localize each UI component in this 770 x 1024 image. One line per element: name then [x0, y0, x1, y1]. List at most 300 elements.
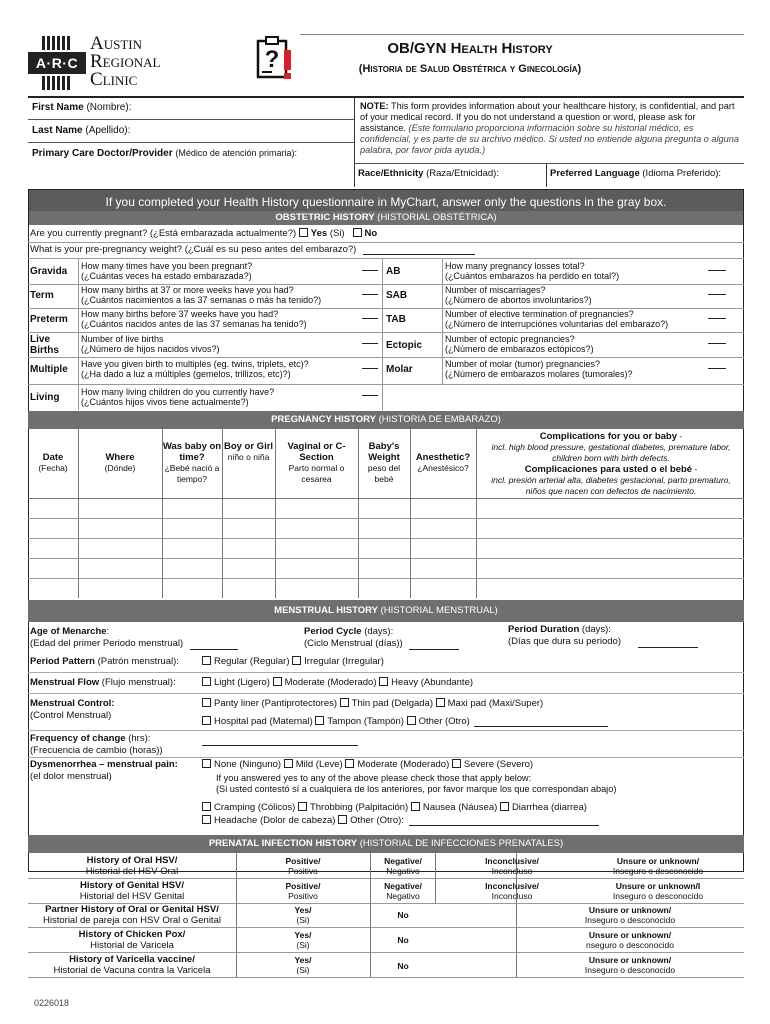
race-field[interactable] — [358, 168, 499, 179]
chicken-pox-unsure-es: nseguro o desconocido — [586, 940, 674, 950]
svg-text:?: ? — [264, 46, 280, 73]
live-births-input[interactable] — [362, 343, 378, 344]
period-cycle-field — [304, 626, 459, 650]
race-label: Race/Ethnicity — [358, 168, 424, 179]
control-maxi-option[interactable] — [436, 698, 544, 709]
tab-q-es: (¿Número de interrupciónes voluntarias del embarazo?) — [445, 319, 669, 329]
varicella-vaccine-unsure-label: Unsure or unknown/ — [588, 955, 672, 965]
gravida-input[interactable] — [362, 270, 378, 271]
pattern-label: Period Pattern — [30, 656, 95, 667]
oral-hsv-title: History of Oral HSV/ — [86, 855, 178, 866]
ectopic-question — [445, 334, 707, 354]
genital-hsv-positive[interactable] — [268, 881, 338, 901]
pregnancy-title: PREGNANCY HISTORY — [271, 414, 376, 425]
oral-hsv-unsure[interactable] — [598, 856, 718, 876]
col-anesthetic-s: ¿Anestésico? — [417, 463, 469, 473]
dys-es: (el dolor menstrual) — [30, 771, 112, 782]
ectopic-label: Ectopic — [386, 340, 423, 351]
term-input[interactable] — [362, 294, 378, 295]
dys-none-checkbox[interactable] — [202, 759, 211, 768]
dys-severe-label: Severe (Severo) — [463, 759, 534, 770]
control-thin-label: Thin pad (Delgada) — [351, 698, 433, 709]
page-title: OB/GYN Health History — [387, 40, 553, 57]
varicella-vaccine-yes-label: Yes/ — [294, 955, 312, 965]
col-weight — [360, 441, 408, 485]
control-hospital-checkbox[interactable] — [202, 716, 211, 725]
control-hospital-option[interactable] — [202, 716, 313, 727]
genital-hsv-negative-es: Negativo — [386, 891, 420, 901]
ectopic-q-es: (¿Número de embarazos ectópicos?) — [445, 344, 594, 354]
control-es: (Control Menstrual) — [30, 710, 112, 721]
menstrual-flow-options — [202, 677, 473, 688]
pregnancy-history-header — [28, 411, 744, 429]
cycle-unit: (days): — [364, 626, 394, 637]
flow-light-label: Light (Ligero) — [214, 677, 270, 688]
living-q-es: (¿Cuántos hijos vivos tiene actualmente?) — [81, 397, 249, 407]
pregnant-yes-option[interactable] — [299, 228, 345, 239]
preterm-question — [81, 309, 361, 329]
genital-hsv-negative-label: Negative/ — [384, 881, 422, 891]
menarche-es: (Edad del primer Periodo menstrual) — [30, 638, 184, 649]
freq-es: (Frecuencia de cambio (horas)) — [30, 745, 163, 756]
sym-other-label: Other (Otro): — [350, 815, 404, 826]
mens-rule-1 — [28, 672, 744, 673]
varicella-vaccine-yes[interactable] — [268, 955, 338, 975]
logo-line-3: Clinic — [90, 69, 138, 90]
control-label: Menstrual Control: — [30, 698, 115, 709]
cycle-input[interactable] — [409, 649, 459, 650]
pcp-field[interactable] — [32, 148, 350, 159]
ab-q-es: (¿Cuántos embarazos ha perdido en total?) — [445, 271, 620, 281]
flow-moderate-option[interactable] — [273, 677, 377, 688]
col-date-h: Date — [42, 452, 64, 463]
genital-hsv-inconclusive-label: Inconclusive/ — [485, 881, 539, 891]
frequency-label — [30, 733, 163, 757]
pren-row-line-1 — [28, 878, 744, 879]
mens-rule-2 — [28, 693, 744, 694]
partner-hsv-unsure-es: Inseguro o desconocido — [584, 915, 676, 925]
prenatal-title-es: (HISTORIAL DE INFECCIONES PRENATALES) — [359, 838, 564, 849]
arc-logo — [28, 33, 178, 90]
sym-other-input[interactable] — [409, 825, 599, 826]
control-other-label: Other (Otro) — [418, 716, 470, 727]
menarche-label: Age of Menarche — [30, 626, 107, 637]
oral-hsv-title-es: Historial del HSV Oral — [85, 866, 179, 877]
first-name-field[interactable] — [32, 102, 350, 113]
dysmenorrhea-options — [202, 759, 533, 770]
col-on-time-s: ¿Bebé nació a tiempo? — [164, 463, 220, 484]
pattern-regular-checkbox[interactable] — [202, 656, 211, 665]
form-code: 0226018 — [34, 998, 70, 1008]
oral-hsv-positive[interactable] — [268, 856, 338, 876]
sab-label: SAB — [386, 290, 408, 301]
varicella-vaccine-title: History of Varicella vaccine/ — [69, 954, 195, 965]
obs-rule-2 — [28, 258, 744, 259]
tab-q-en: Number of elective termination of pregnancies? — [445, 309, 634, 319]
comp-title-es: Complicaciones para usted o el bebé — [524, 464, 693, 475]
pattern-irregular-option[interactable] — [292, 656, 384, 667]
genital-hsv-inconclusive-es: Inconcluso — [491, 891, 533, 901]
control-tampon-checkbox[interactable] — [315, 716, 324, 725]
period-pattern-label — [30, 656, 179, 667]
control-hospital-label: Hospital pad (Maternal) — [214, 716, 313, 727]
sym-cramping-option[interactable] — [202, 802, 295, 813]
last-name-field[interactable] — [32, 125, 350, 136]
tab-input[interactable] — [708, 318, 726, 319]
dys-label: Dysmenorrhea – menstrual pain: — [30, 759, 178, 770]
control-other-input[interactable] — [474, 726, 608, 727]
dys-mild-checkbox[interactable] — [284, 759, 293, 768]
obs-left-rule-3 — [28, 332, 382, 333]
pattern-irregular-label: Irregular (Irregular) — [304, 656, 384, 667]
cycle-es: (Ciclo Menstrual (días)) — [304, 638, 403, 649]
chicken-pox-title: History of Chicken Pox/ — [78, 929, 186, 940]
table-row[interactable] — [28, 519, 744, 538]
language-label: Preferred Language — [550, 168, 640, 179]
sym-nausea-checkbox[interactable] — [411, 802, 420, 811]
dys-mild-label: Mild (Leve) — [295, 759, 343, 770]
control-maxi-checkbox[interactable] — [436, 698, 445, 707]
oral-hsv-unsure-label: Unsure or unknown/ — [616, 856, 700, 866]
pregnant-no-checkbox[interactable] — [353, 228, 362, 237]
flow-moderate-checkbox[interactable] — [273, 677, 282, 686]
living-input[interactable] — [362, 395, 378, 396]
col-complications: Complications for you or baby - incl. high blood pressure, gestational diabetes, premature labor, children born with birth defects. Complicaciones para usted o el bebé - incl. presión arterial alta, diabetes gestacional, parto prematuro, niños que nacen con defectos de nacimiento. — [480, 431, 742, 497]
sym-nausea-option[interactable] — [411, 802, 497, 813]
genital-hsv-title: History of Genital HSV/ — [80, 880, 184, 891]
flow-heavy-option[interactable] — [379, 677, 473, 688]
genital-hsv-unsure[interactable] — [598, 881, 718, 901]
language-es: (Idioma Preferido): — [642, 168, 722, 179]
genital-hsv-unsure-label: Unsure or unknown/I — [615, 881, 701, 891]
menstrual-title: MENSTRUAL HISTORY — [274, 605, 378, 616]
last-name-label: Last Name — [32, 125, 83, 136]
chicken-pox-row — [30, 929, 234, 951]
chicken-pox-yes-es: (Si) — [296, 940, 310, 950]
mens-rule-3 — [28, 730, 744, 731]
preterm-q-en: How many births before 37 weeks have you had? — [81, 309, 279, 319]
ab-input[interactable] — [708, 270, 726, 271]
obs-right-rule-3 — [382, 332, 744, 333]
multiple-question — [81, 359, 361, 379]
table-row[interactable] — [28, 499, 744, 518]
mens-rule-4 — [28, 757, 744, 758]
control-other-option[interactable] — [407, 716, 470, 727]
varicella-vaccine-yes-es: (Si) — [296, 965, 310, 975]
flow-heavy-checkbox[interactable] — [379, 677, 388, 686]
genital-hsv-positive-label: Positive/ — [285, 881, 321, 891]
period-pattern-options — [202, 656, 384, 667]
control-maxi-label: Maxi pad (Maxi/Super) — [447, 698, 544, 709]
oral-hsv-negative-es: Negativo — [386, 866, 420, 876]
partner-hsv-title-es: Historial de pareja con HSV Oral o Genital — [43, 915, 221, 926]
col-sex — [222, 441, 275, 463]
col-where — [78, 452, 162, 474]
live-births-q-en: Number of live births — [81, 334, 164, 344]
menstrual-history-header — [28, 600, 744, 622]
pregnant-question — [30, 228, 377, 239]
weight-input[interactable] — [363, 254, 475, 255]
term-q-en: How many births at 37 or more weeks have you had? — [81, 285, 294, 295]
dys-none-option[interactable] — [202, 759, 281, 770]
obstetric-title: OBSTETRIC HISTORY — [275, 212, 375, 223]
dys-none-label: None (Ninguno) — [214, 759, 282, 770]
sym-cramping-label: Cramping (Cólicos) — [214, 802, 296, 813]
frequency-input[interactable] — [202, 745, 358, 746]
obs-right-label-divider — [442, 258, 443, 384]
molar-question — [445, 359, 707, 379]
duration-label: Period Duration — [508, 624, 580, 635]
sym-headache-option[interactable] — [202, 815, 335, 826]
term-label: Term — [30, 290, 54, 301]
col-where-s: (Dónde) — [104, 463, 136, 473]
living-label: Living — [30, 392, 60, 403]
multiple-input[interactable] — [362, 368, 378, 369]
col-delivery-h: Vaginal or C-Section — [287, 441, 346, 463]
genital-hsv-title-es: Historial del HSV Genital — [79, 891, 185, 902]
ab-q-en: How many pregnancy losses total? — [445, 261, 585, 271]
header-rule — [28, 96, 744, 98]
last-name-rule — [28, 142, 354, 143]
note-text-es: (Este formulario proporciona información sobre su historial médico, es confidencial, y es parte de su archivo médico. Si usted no entiende alguna pregunta o alguna palabra, por favor pida ayuda.) — [360, 123, 739, 155]
partner-hsv-row — [30, 904, 234, 926]
live-births-question — [81, 334, 361, 354]
oral-hsv-unsure-es: Inseguro o desconocido — [612, 866, 704, 876]
col-anesthetic-h: Anesthetic? — [415, 452, 471, 463]
sym-throbbing-option[interactable] — [298, 802, 408, 813]
preterm-input[interactable] — [362, 318, 378, 319]
obs-left-rule-4 — [28, 357, 382, 358]
pcp-label: Primary Care Doctor/Provider — [32, 148, 173, 159]
oral-hsv-inconclusive-es: Inconcluso — [491, 866, 533, 876]
sym-throbbing-label: Throbbing (Palpitación) — [309, 802, 409, 813]
chicken-pox-yes[interactable] — [268, 930, 338, 950]
gravida-label: Gravida — [30, 266, 68, 277]
menstrual-title-es: (HISTORIAL MENSTRUAL) — [380, 605, 498, 616]
first-name-es: (Nombre): — [86, 102, 132, 113]
info-divider — [354, 97, 355, 187]
obstetric-title-es: (HISTORIAL OBSTÉTRICA) — [377, 212, 497, 223]
control-thin-option[interactable] — [340, 698, 433, 709]
comp-text: incl. high blood pressure, gestational diabetes, premature labor, children born with birth defects. — [491, 442, 731, 463]
mychart-banner: If you completed your Health History questionnaire in MyChart, answer only the questions in the gray box. — [28, 190, 744, 212]
gravida-q-en: How many times have you been pregnant? — [81, 261, 253, 271]
partner-hsv-unsure-label: Unsure or unknown/ — [588, 905, 672, 915]
sym-nausea-label: Nausea (Náusea) — [422, 802, 498, 813]
duration-es: (Días que dura su periodo) — [508, 636, 622, 647]
pren-row-line-5 — [28, 977, 744, 978]
symptom-options-1 — [202, 802, 587, 813]
obs-right-rule-4 — [382, 357, 744, 358]
varicella-vaccine-no[interactable]: No — [397, 961, 409, 971]
partner-hsv-title: Partner History of Oral or Genital HSV/ — [45, 904, 219, 915]
chicken-pox-unsure-label: Unsure or unknown/ — [588, 930, 672, 940]
oral-hsv-positive-label: Positive/ — [285, 856, 321, 866]
sym-diarrhea-option[interactable] — [500, 802, 587, 813]
obs-mid-divider — [382, 258, 383, 410]
control-thin-checkbox[interactable] — [340, 698, 349, 707]
arc-logo-text: A·R·C — [35, 55, 79, 71]
header-rule-top — [300, 34, 744, 35]
living-q-en: How many living children do you currently have? — [81, 387, 275, 397]
ab-label: AB — [386, 266, 401, 277]
control-liner-checkbox[interactable] — [202, 698, 211, 707]
dys-moderate-checkbox[interactable] — [345, 759, 354, 768]
dys-severe-option[interactable] — [452, 759, 533, 770]
partner-hsv-yes[interactable] — [268, 905, 338, 925]
table-row[interactable] — [28, 579, 744, 598]
dys-note-en: If you answered yes to any of the above please check those that apply below: — [216, 773, 532, 783]
varicella-vaccine-unsure-es: Inseguro o desconocido — [584, 965, 676, 975]
oral-hsv-inconclusive[interactable] — [472, 856, 552, 876]
pattern-regular-option[interactable] — [202, 656, 290, 667]
pattern-es: (Patrón menstrual): — [97, 656, 179, 667]
oral-hsv-positive-es: Positivo — [288, 866, 318, 876]
note-rule — [354, 163, 744, 164]
chicken-pox-unsure[interactable] — [540, 930, 720, 950]
sab-input[interactable] — [708, 294, 726, 295]
flow-light-checkbox[interactable] — [202, 677, 211, 686]
pren-row-line-4 — [28, 952, 744, 953]
chicken-pox-no[interactable]: No — [397, 935, 409, 945]
col-anesthetic — [410, 452, 476, 474]
oral-hsv-negative-label: Negative/ — [384, 856, 422, 866]
control-tampon-option[interactable] — [315, 716, 404, 727]
col-sex-h: Boy or Girl — [223, 441, 274, 452]
cycle-label: Period Cycle — [304, 626, 362, 637]
control-liner-label: Panty liner (Pantiprotectores) — [214, 698, 338, 709]
dys-severe-checkbox[interactable] — [452, 759, 461, 768]
molar-input[interactable] — [708, 368, 726, 369]
freq-unit: (hrs): — [128, 733, 151, 744]
pregnant-question-text: Are you currently pregnant? (¿Está embarazada actualmente?) — [30, 228, 297, 239]
partner-hsv-yes-es: (Si) — [296, 915, 310, 925]
col-where-h: Where — [105, 452, 135, 463]
gravida-q-es: (¿Cuántas veces ha estado embarazada?) — [81, 271, 252, 281]
pregnant-yes-checkbox[interactable] — [299, 228, 308, 237]
sym-cramping-checkbox[interactable] — [202, 802, 211, 811]
partner-hsv-unsure[interactable] — [540, 905, 720, 925]
pattern-irregular-checkbox[interactable] — [292, 656, 301, 665]
molar-q-es: (¿Número de embarazos molares (tumorales)? — [445, 369, 633, 379]
genital-hsv-unsure-es: Inseguro o desconocido — [612, 891, 704, 901]
dysmenorrhea-note — [216, 773, 616, 795]
dysmenorrhea-label — [30, 759, 178, 783]
weight-question — [30, 244, 475, 255]
varicella-vaccine-title-es: Historial de Vacuna contra la Varicela — [53, 965, 211, 976]
flow-es: (Flujo menstrual): — [101, 677, 176, 688]
partner-hsv-no[interactable]: No — [397, 910, 409, 920]
ectopic-input[interactable] — [708, 343, 726, 344]
genital-hsv-inconclusive[interactable] — [472, 881, 552, 901]
obs-left-label-divider — [78, 258, 79, 410]
sym-diarrhea-label: Diarrhea (diarrea) — [511, 802, 587, 813]
obs-rule-1 — [28, 242, 744, 243]
pregnant-yes-label: Yes — [310, 228, 328, 239]
page-subtitle: (Historia de Salud Obstétrica y Ginecología) — [358, 63, 582, 75]
pregnancy-title-es: (HISTORIA DE EMBARAZO) — [378, 414, 501, 425]
varicella-vaccine-unsure[interactable] — [540, 955, 720, 975]
col-delivery-s: Parto normal o cesarea — [288, 463, 345, 484]
logo-line-1: Austin — [90, 33, 142, 54]
sab-q-en: Number of miscarriages? — [445, 285, 546, 295]
menarche-field: Age of Menarche: (Edad del primer Periodo menstrual) — [30, 626, 238, 650]
sym-other-checkbox[interactable] — [338, 815, 347, 824]
ab-question — [445, 261, 707, 281]
clipboard-question-icon — [256, 36, 296, 82]
language-field[interactable] — [550, 168, 721, 179]
multiple-label: Multiple — [30, 364, 68, 375]
oral-hsv-negative[interactable] — [372, 856, 434, 876]
menstrual-control-options-2 — [202, 716, 608, 727]
col-weight-s: peso del bebé — [367, 463, 401, 484]
sym-other-option[interactable] — [338, 815, 404, 826]
col-date-s: (Fecha) — [38, 463, 68, 473]
pren-col-div-1 — [236, 853, 237, 977]
chicken-pox-title-es: Historial de Varicela — [90, 940, 174, 951]
comp-text-es: incl. presión arterial alta, diabetes gestacional, parto prematuro, niños que nacen con defectos de nacimiento. — [491, 475, 731, 496]
sym-headache-checkbox[interactable] — [202, 815, 211, 824]
comp-title: Complications for you or baby — [539, 431, 678, 442]
sab-question — [445, 285, 707, 305]
table-row[interactable] — [28, 559, 744, 578]
weight-question-text: What is your pre-pregnancy weight? (¿Cuál es su peso antes del embarazo?) — [30, 244, 357, 255]
live-births-label: Live Births — [30, 334, 59, 356]
genital-hsv-row — [30, 880, 234, 902]
pcp-es: (Médico de atención primaria): — [175, 148, 297, 158]
menstrual-control-label — [30, 698, 114, 722]
col-sex-s: niño o niña — [227, 452, 270, 462]
pren-row-line-3 — [28, 927, 744, 928]
table-row[interactable] — [28, 539, 744, 558]
menarche-input[interactable] — [190, 649, 238, 650]
varicella-vaccine-row — [30, 954, 234, 976]
tab-question — [445, 309, 707, 329]
genital-hsv-negative[interactable] — [372, 881, 434, 901]
first-name-label: First Name — [32, 102, 84, 113]
dys-mild-option[interactable] — [284, 759, 343, 770]
dys-moderate-option[interactable] — [345, 759, 449, 770]
sym-headache-label: Headache (Dolor de cabeza) — [214, 815, 336, 826]
molar-label: Molar — [386, 364, 413, 375]
prenatal-title: PRENATAL INFECTION HISTORY — [208, 838, 358, 849]
sym-diarrhea-checkbox[interactable] — [500, 802, 509, 811]
oral-hsv-inconclusive-label: Inconclusive/ — [485, 856, 539, 866]
col-weight-h: Baby's Weight — [368, 441, 400, 463]
logo-line-2: Regional — [90, 51, 161, 72]
molar-q-en: Number of molar (tumor) pregnancies? — [445, 359, 601, 369]
control-other-checkbox[interactable] — [407, 716, 416, 725]
flow-light-option[interactable] — [202, 677, 270, 688]
term-q-es: (¿Cuántos nacimientos a las 37 semanas o más ha tenido?) — [81, 295, 322, 305]
control-liner-option[interactable] — [202, 698, 337, 709]
pattern-regular-label: Regular (Regular) — [214, 656, 290, 667]
race-es: (Raza/Etnicidad): — [426, 168, 499, 179]
duration-input[interactable] — [638, 647, 698, 648]
pregnant-no-option[interactable] — [353, 228, 378, 239]
gravida-question — [81, 261, 361, 281]
duration-unit: (days): — [581, 624, 611, 635]
dys-note-es: (Si usted contestó sí a cualquiera de los anteriores, por favor marque los que correspondan abajo) — [216, 784, 617, 794]
note-label: NOTE: — [360, 101, 389, 111]
obs-rule-3 — [28, 384, 744, 385]
multiple-q-es: (¿Ha dado a luz a múltiples (gemelos, trillizos, etc)?) — [81, 369, 291, 379]
preterm-label: Preterm — [30, 314, 68, 325]
prenatal-history-header — [28, 835, 744, 853]
ectopic-q-en: Number of ectopic pregnancies? — [445, 334, 575, 344]
sym-throbbing-checkbox[interactable] — [298, 802, 307, 811]
note-box — [360, 101, 742, 156]
